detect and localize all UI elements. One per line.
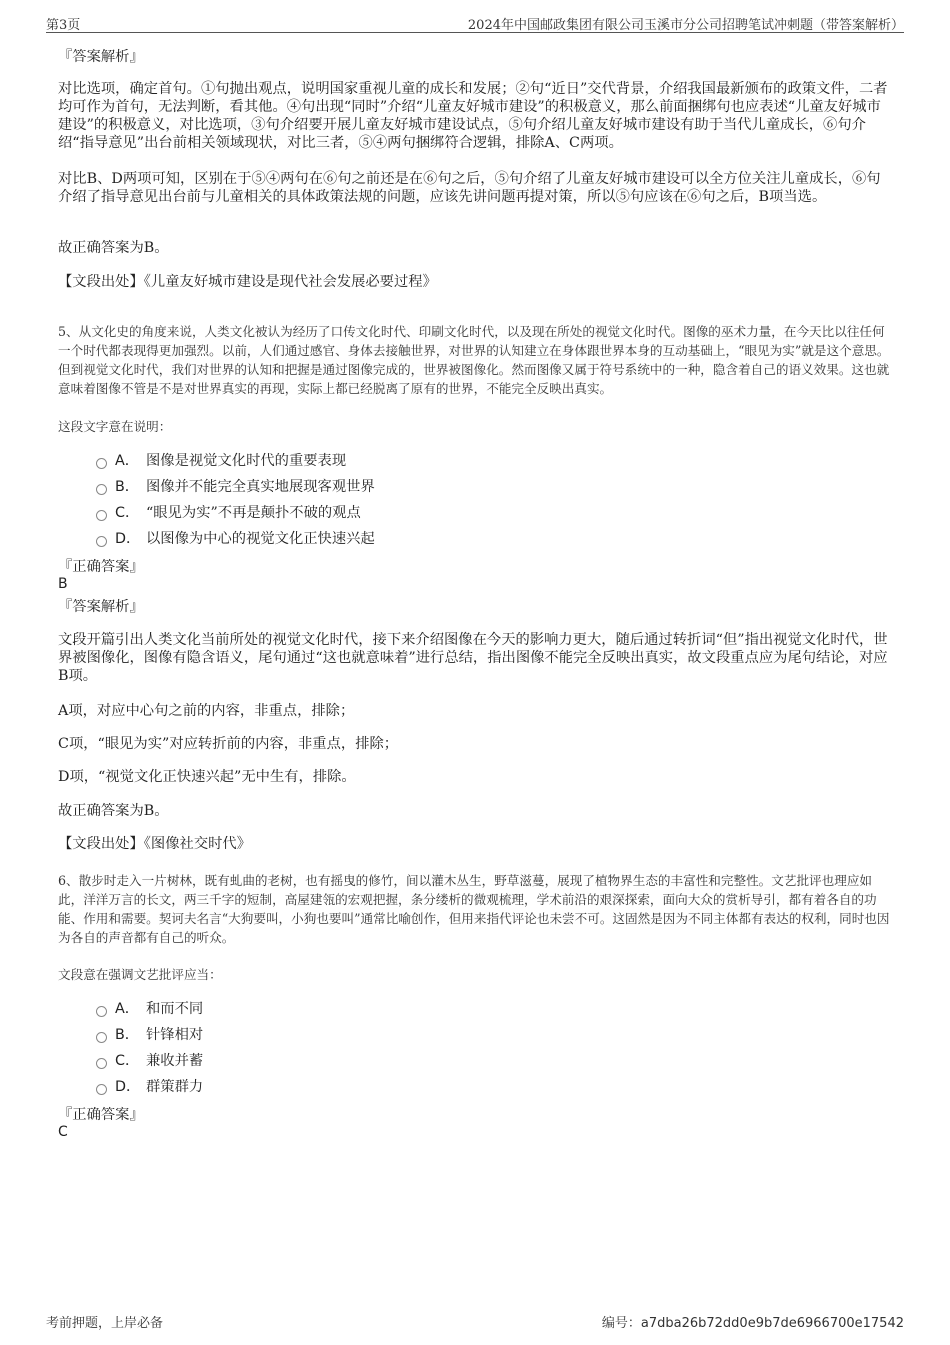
- q5-option-d[interactable]: D． 以图像为中心的视觉文化正快速兴起: [96, 530, 375, 548]
- radio-button[interactable]: [96, 1058, 107, 1069]
- q6-question: 文段意在强调文艺批评应当：: [58, 967, 222, 982]
- q5-question: 这段文字意在说明：: [58, 419, 172, 434]
- q6-answer-label: 『正确答案』: [58, 1107, 144, 1123]
- q6-option-d[interactable]: D． 群策群力: [96, 1078, 203, 1096]
- q4-analysis-label: 『答案解析』: [58, 49, 144, 65]
- q6-option-a[interactable]: A． 和而不同: [96, 1000, 203, 1018]
- radio-button[interactable]: [96, 1084, 107, 1095]
- q5-source: 【文段出处】《图像社交时代》: [58, 836, 252, 852]
- q6-option-c[interactable]: C． 兼收并蓄: [96, 1052, 203, 1070]
- radio-button[interactable]: [96, 458, 107, 469]
- q6-option-b[interactable]: B． 针锋相对: [96, 1026, 203, 1044]
- code-value: a7dba26b72dd0e9b7de6966700e17542: [640, 1316, 904, 1331]
- radio-button[interactable]: [96, 1006, 107, 1017]
- q5-answer: B: [58, 576, 68, 592]
- footer-slogan: 考前押题，上岸必备: [46, 1316, 164, 1331]
- radio-button[interactable]: [96, 1032, 107, 1043]
- q5-analysis-a: A项，对应中心句之前的内容，非重点，排除；: [58, 703, 355, 719]
- document-code: [602, 1312, 904, 1331]
- q4-analysis-paragraph-2: 对比B、D两项可知，区别在于⑤④两句在⑥句之前还是在⑥句之后，⑤句介绍了儿童友好城市建设可以全方位关注儿童成长，⑥句介绍了指导意见出台前与儿童相关的具体政策法规的问题，应该先讲问题再提对策，所以⑤句应该在⑥句之后，B项当选。: [58, 171, 881, 205]
- radio-button[interactable]: [96, 484, 107, 495]
- q4-conclusion: 故正确答案为B。: [58, 240, 169, 256]
- q5-conclusion: 故正确答案为B。: [58, 803, 169, 819]
- q5-option-b[interactable]: B． 图像并不能完全真实地展现客观世界: [96, 478, 375, 496]
- radio-button[interactable]: [96, 510, 107, 521]
- q6-stem: 6、散步时走入一片树林，既有虬曲的老树，也有摇曳的修竹，间以灌木丛生，野草滋蔓，展现了植物界生态的丰富性和完整性。文艺批评也理应如此，洋洋万言的长文，两三千字的短制，高屋建瓴的宏观把握，条分缕析的微观梳理，学术前沿的艰深探索，面向大众的赏析导引，都有着各自的功能、作用和需要。契诃夫名言“大狗要叫，小狗也要叫”通常比喻创作，但用来指代评论也未尝不可。这固然是因为不同主体都有表达的权利，同时也因为各自的声音都有自己的听众。: [58, 873, 890, 945]
- q5-stem: 5、从文化史的角度来说，人类文化被认为经历了口传文化时代、印刷文化时代，以及现在所处的视觉文化时代。图像的巫术力量，在今天比以往任何一个时代都表现得更加强烈。以前，人们通过感官、身体去接触世界，对世界的认知建立在身体跟世界本身的互动基础上，“眼见为实”就是这个意思。但到视觉文化时代，我们对世界的认知和把握是通过图像完成的，世界被图像化。然而图像又属于符号系统中的一种，隐含着自己的语义效果。这也就意味着图像不管是不是对世界真实的再现，实际上都已经脱离了原有的世界，不能完全反映出真实。: [58, 324, 890, 396]
- page-number: 第3页: [46, 18, 81, 33]
- q5-analysis-label: 『答案解析』: [58, 599, 144, 615]
- q5-option-a[interactable]: A． 图像是视觉文化时代的重要表现: [96, 452, 346, 470]
- q5-answer-label: 『正确答案』: [58, 559, 144, 575]
- code-label: 编号：: [601, 1316, 641, 1331]
- q5-analysis-d: D项，“视觉文化正快速兴起”无中生有，排除。: [58, 769, 356, 785]
- q6-answer: C: [58, 1124, 68, 1140]
- q5-analysis-c: C项，“眼见为实”对应转折前的内容，非重点，排除；: [58, 736, 399, 752]
- q5-option-c[interactable]: C． “眼见为实”不再是颠扑不破的观点: [96, 504, 361, 522]
- radio-button[interactable]: [96, 536, 107, 547]
- document-title: 2024年中国邮政集团有限公司玉溪市分公司招聘笔试冲刺题（带答案解析）: [467, 18, 904, 33]
- q4-analysis-paragraph-1: 对比选项，确定首句。①句抛出观点，说明国家重视儿童的成长和发展；②句“近日”交代背景，介绍我国最新颁布的政策文件，二者均可作为首句，无法判断，看其他。④句出现“同时”介绍“儿童友好城市建设”的积极意义，那么前面捆绑句也应表述“儿童友好城市建设”的积极意义，对比选项，③句介绍要开展儿童友好城市建设试点，⑤句介绍儿童友好城市建设有助于当代儿童成长，⑥句介绍“指导意见”出台前相关领域现状，对比三者，⑤④两句捆绑符合逻辑，排除A、C两项。: [58, 81, 888, 151]
- q5-analysis-paragraph: 文段开篇引出人类文化当前所处的视觉文化时代，接下来介绍图像在今天的影响力更大，随后通过转折词“但”指出视觉文化时代，世界被图像化，图像有隐含语义，尾句通过“这也就意味着”进行总结，指出图像不能完全反映出真实，故文段重点应为尾句结论，对应B项。: [58, 632, 888, 684]
- page-header: [46, 12, 904, 33]
- q4-source: 【文段出处】《儿童友好城市建设是现代社会发展必要过程》: [58, 274, 437, 290]
